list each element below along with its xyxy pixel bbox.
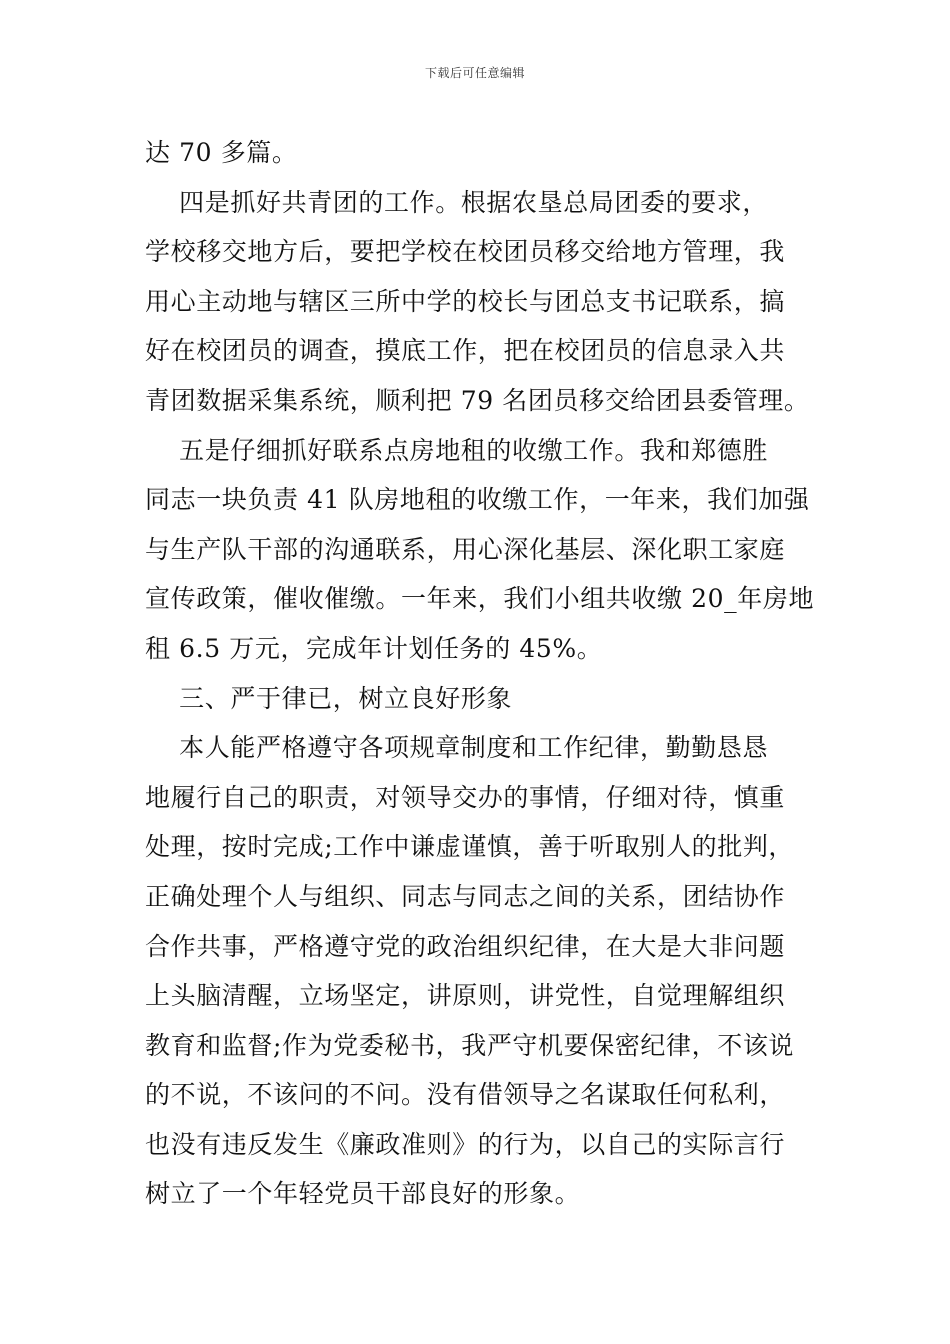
text-line: 与生产队干部的沟通联系，用心深化基层、深化职工家庭 [145,534,786,564]
text-line: 教育和监督;作为党委秘书，我严守机要保密纪律，不该说 [145,1030,795,1060]
text-line: 租 6.5 万元，完成年计划任务的 45%。 [145,633,603,663]
text-line: 地履行自己的职责，对领导交办的事情，仔细对待，慎重 [145,782,786,812]
text-line: 本人能严格遵守各项规章制度和工作纪律，勤勤恳恳 [145,733,768,763]
text-line: 树立了一个年轻党员干部良好的形象。 [145,1179,581,1209]
text-line: 同志一块负责 41 队房地租的收缴工作，一年来，我们加强 [145,485,810,515]
text-line: 宣传政策，催收催缴。一年来，我们小组共收缴 20_年房地 [145,584,815,614]
page-header: 下载后可任意编辑 [424,66,525,80]
text-line: 五是仔细抓好联系点房地租的收缴工作。我和郑德胜 [145,435,768,465]
text-line: 上头脑清醒，立场坚定，讲原则，讲党性，自觉理解组织 [145,981,786,1011]
text-line: 正确处理个人与组织、同志与同志之间的关系，团结协作 [145,881,786,911]
text-line: 青团数据采集系统，顺利把 79 名团员移交给团县委管理。 [145,385,810,415]
text-line: 处理，按时完成;工作中谦虚谨慎，善于听取别人的批判， [145,832,795,862]
text-line: 的不说，不该问的不问。没有借领导之名谋取任何私利， [145,1080,786,1110]
document-body [145,128,815,1219]
text-line: 好在校团员的调查，摸底工作，把在校团员的信息录入共 [145,336,786,366]
text-line: 也没有违反发生《廉政准则》的行为，以自己的实际言行 [145,1129,786,1159]
section-heading: 三、严于律已，树立良好形象 [145,683,512,713]
text-line: 学校移交地方后，要把学校在校团员移交给地方管理，我 [145,237,786,267]
text-line: 用心主动地与辖区三所中学的校长与团总支书记联系，搞 [145,286,786,316]
text-line: 四是抓好共青团的工作。根据农垦总局团委的要求， [145,187,768,217]
text-line: 达 70 多篇。 [145,138,298,167]
text-line: 合作共事，严格遵守党的政治组织纪律，在大是大非问题 [145,931,786,961]
